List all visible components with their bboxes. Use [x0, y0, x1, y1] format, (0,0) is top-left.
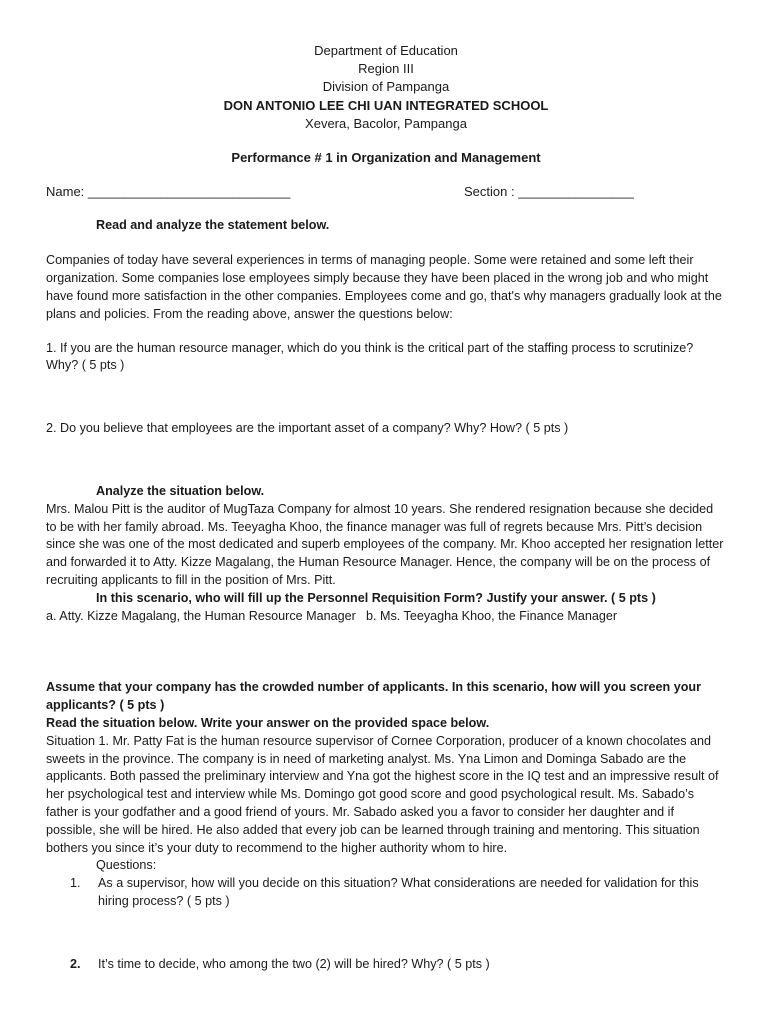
list-text: It’s time to decide, who among the two (2) will be hired? Why? ( 5 pts )	[98, 956, 490, 971]
choice-a: a. Atty. Kizze Magalang, the Human Resource Manager	[46, 608, 356, 623]
part3-question: Assume that your company has the crowded number of applicants. In this scenario, how will you screen your applicants? ( 5 pts )	[46, 680, 702, 713]
region-line: Region III	[358, 61, 414, 77]
situation-1: Situation 1. Mr. Patty Fat is the human resource supervisor of Cornee Corporation, producer of a known chocolates and sweets in the province. The company is in need of marketing analyst. Ms. Yna Limon and Dominga Sabado are the applicants. Both passed the preliminary interview and Yna got the highest score in the IQ test and an impressive result of her psychological test and interview while Ms. Domingo got good score and good psychological result. Ms. Sabado’s father is your godfather and a good friend of yours. Mr. Sabado asked you a favor to consider her daughter and if possible, she will be hired. He also added that every job can be learned through training and mentoring. This situation bothers you since it’s your duty to recommend to the higher authority whom to hire.	[46, 733, 719, 855]
list-item	[46, 956, 726, 974]
choice-b: b. Ms. Teeyagha Khoo, the Finance Manager	[366, 608, 618, 623]
list-number: 2.	[70, 956, 81, 971]
school-name: DON ANTONIO LEE CHI UAN INTEGRATED SCHOOL	[223, 97, 549, 113]
section-field: Section : ________________	[464, 183, 634, 199]
part3-instruction: Read the situation below. Write your answer on the provided space below.	[46, 715, 490, 730]
part1-passage: Companies of today have several experiences in terms of managing people. Some were retained and some left their organization. Some companies lose employees simply because they have been placed in the wrong job and who might have found more satisfaction in the other companies. Employees come and go, that's why managers gradually look at the plans and policies. From the reading above, answer the questions below:	[46, 253, 722, 321]
list-text: As a supervisor, how will you decide on this situation? What considerations are needed for validation for this hiring process? ( 5 pts )	[98, 876, 699, 908]
page-title: Performance # 1 in Organization and Management	[231, 150, 541, 166]
part2-question: In this scenario, who will fill up the Personnel Requisition Form? Justify your answer. ( 5 pts )	[96, 590, 656, 605]
part1-instruction: Read and analyze the statement below.	[96, 217, 330, 232]
list-number: 1.	[70, 876, 81, 891]
question-list	[46, 875, 726, 973]
school-address: Xevera, Bacolor, Pampanga	[305, 115, 467, 131]
worksheet-page	[46, 42, 726, 974]
list-item	[46, 875, 726, 911]
name-field: Name: ____________________________	[46, 183, 291, 199]
answer-choices	[46, 608, 726, 626]
part2-passage: Mrs. Malou Pitt is the auditor of MugTaza Company for almost 10 years. She rendered resignation because she decided to be with her family abroad. Ms. Teeyagha Khoo, the finance manager was full of regrets because Mrs. Pitt’s decision since she was one of the most dedicated and superb employees of the company. Mr. Khoo accepted her resignation letter and forwarded it to Atty. Kizze Magalang, the Human Resource Manager. Hence, the company will be on the process of recruiting applicants to fill in the position of Mrs. Pitt.	[46, 501, 724, 587]
division-line: Division of Pampanga	[322, 79, 450, 95]
question-1: 1. If you are the human resource manager, which do you think is the critical part of the staffing process to scrutinize? Why? ( 5 pts )	[46, 340, 694, 373]
part2-instruction: Analyze the situation below.	[96, 483, 265, 498]
question-2: 2. Do you believe that employees are the important asset of a company? Why? How? ( 5 pts )	[46, 421, 569, 436]
questions-label: Questions:	[96, 858, 157, 873]
document-header	[46, 42, 726, 133]
department-line: Department of Education	[314, 43, 458, 58]
student-info-row	[46, 183, 726, 201]
